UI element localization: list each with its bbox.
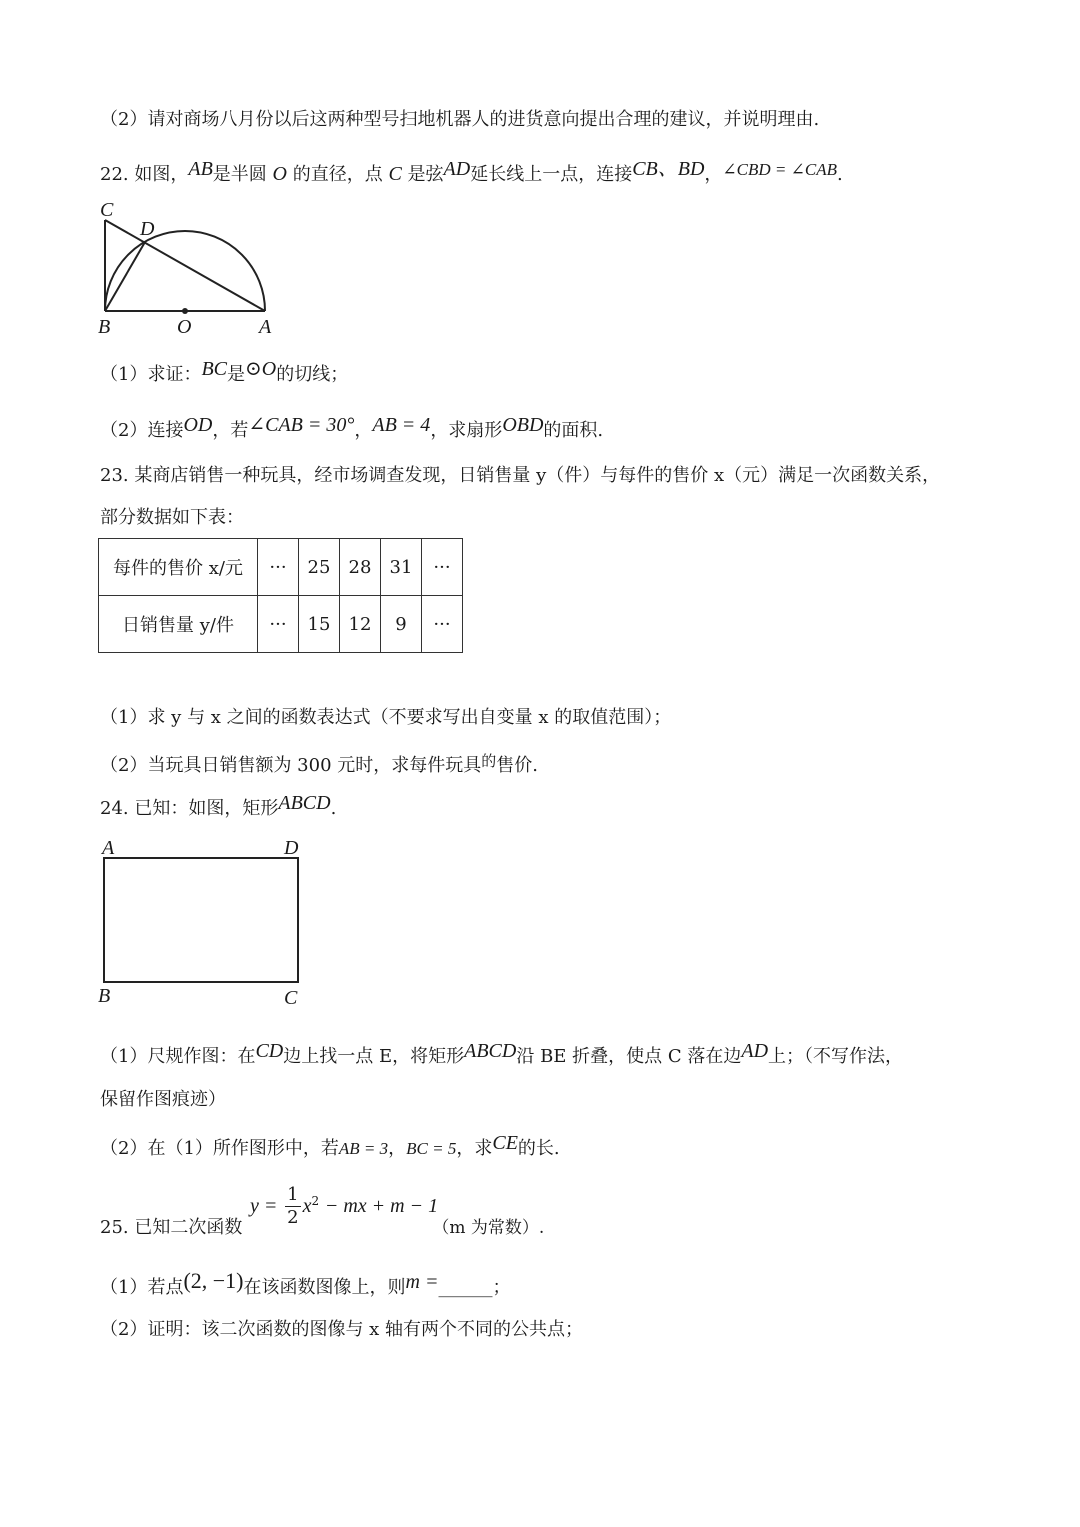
q24-part2-ce: CE bbox=[492, 1132, 518, 1154]
q23-part2-c: 售价. bbox=[496, 755, 539, 776]
q22-part2-obd: OBD bbox=[502, 414, 544, 436]
q24-part1-cd: CD bbox=[255, 1040, 284, 1062]
table-row-header: 日销售量 y/件 bbox=[99, 596, 258, 653]
table-cell: 31 bbox=[381, 539, 422, 596]
q22-stem bbox=[100, 160, 843, 189]
q22-label-a: A bbox=[259, 316, 272, 338]
q24-part1-t2: 边上找一点 E，将矩形 bbox=[283, 1046, 465, 1067]
q25-part1-t2: 在该函数图像上，则 bbox=[243, 1277, 406, 1298]
table-row bbox=[99, 539, 463, 596]
q25-part1-t1: （1）若点 bbox=[100, 1277, 184, 1298]
q22-part2 bbox=[100, 416, 603, 445]
table-cell: ··· bbox=[258, 596, 299, 653]
q25-frac-den: 2 bbox=[287, 1207, 299, 1228]
q25-sup: 2 bbox=[311, 1193, 320, 1208]
q24-prefix: 24. 已知：如图，矩形 bbox=[100, 798, 279, 819]
q22-part1 bbox=[100, 360, 348, 389]
q25-part1-t3: ； bbox=[492, 1277, 511, 1298]
q24-part1-ad: AD bbox=[741, 1040, 769, 1062]
q22-t6: . bbox=[837, 164, 843, 185]
q22-part2-od: OD bbox=[183, 414, 213, 436]
q24-part2-ab: AB = 3 bbox=[338, 1139, 389, 1158]
q25-suffix: （m 为常数）. bbox=[432, 1218, 545, 1238]
table-cell: ··· bbox=[258, 539, 299, 596]
q24-part1-line1 bbox=[100, 1042, 903, 1071]
q22-c: C bbox=[388, 163, 402, 185]
q23-part1: （1）求 y 与 x 之间的函数表达式（不要求写出自变量 x 的取值范围）； bbox=[100, 707, 672, 728]
q25-prefix: 25. 已知二次函数 bbox=[100, 1217, 243, 1238]
q22-label-b: B bbox=[98, 316, 111, 338]
q24-stem bbox=[100, 794, 336, 823]
q22-label-d: D bbox=[140, 218, 155, 240]
q22-t2: 的直径，点 bbox=[292, 164, 383, 185]
q22-prefix: 22. 如图， bbox=[100, 164, 189, 185]
q24-part1-line2: 保留作图痕迹） bbox=[100, 1089, 226, 1110]
q22-part2-angle: ∠CAB = 30° bbox=[248, 414, 355, 436]
q22-part1-circle: ⊙O bbox=[245, 358, 277, 380]
q25-y-eq: y = bbox=[250, 1194, 278, 1217]
q21-part2: （2）请对商场八月份以后这两种型号扫地机器人的进货意向提出合理的建议，并说明理由. bbox=[100, 109, 820, 130]
q24-part2-bc: BC = 5 bbox=[406, 1139, 457, 1158]
q23-part2 bbox=[100, 752, 538, 780]
q24-part1-abcd: ABCD bbox=[464, 1040, 517, 1062]
q25-frac-num: 1 bbox=[287, 1184, 299, 1205]
q24-part1-t1: （1）尺规作图：在 bbox=[100, 1046, 256, 1067]
q22-label-c: C bbox=[100, 199, 114, 221]
q23-stem-line2: 部分数据如下表： bbox=[100, 507, 244, 528]
q25-part1-point: (2, −1) bbox=[183, 1268, 244, 1293]
q25-rest: − mx + m − 1 bbox=[324, 1194, 439, 1217]
q24-dot: . bbox=[330, 798, 337, 819]
q22-part2-t4: 的面积. bbox=[543, 420, 604, 441]
q25-answer-blank: ______ bbox=[438, 1277, 493, 1298]
q24-abcd: ABCD bbox=[278, 792, 331, 814]
q22-part2-t2: ， bbox=[354, 420, 373, 441]
q25-part1-m: m = bbox=[405, 1271, 439, 1293]
q22-cb-bd: CB、BD bbox=[632, 158, 705, 180]
table-cell: 15 bbox=[299, 596, 340, 653]
table-row bbox=[99, 596, 463, 653]
q24-label-b: B bbox=[98, 985, 111, 1007]
q22-part1-suffix: 的切线； bbox=[276, 364, 349, 385]
q22-semicircle-figure bbox=[92, 196, 282, 340]
q24-part1-t4: 上；（不写作法， bbox=[768, 1046, 904, 1067]
q22-label-o: O bbox=[177, 316, 192, 338]
q22-part2-ab4: AB = 4 bbox=[372, 414, 431, 436]
q24-part2-t1: （2）在（1）所作图形中，若 bbox=[100, 1138, 339, 1159]
q23-part2-a: （2）当玩具日销售额为 300 元时，求每件玩具 bbox=[100, 755, 482, 776]
q24-label-d: D bbox=[284, 837, 299, 859]
q24-part1-t3: 沿 BE 折叠，使点 C 落在边 bbox=[516, 1046, 742, 1067]
q22-angle-eq: ∠CBD = ∠CAB bbox=[722, 160, 837, 179]
q24-part2-t4: 的长. bbox=[517, 1138, 560, 1159]
table-cell: 9 bbox=[381, 596, 422, 653]
q22-part1-bc: BC bbox=[201, 358, 228, 380]
q22-part2-t3: ，求扇形 bbox=[430, 420, 503, 441]
q22-ab: AB bbox=[188, 158, 213, 180]
table-cell: 25 bbox=[299, 539, 340, 596]
table-cell: ··· bbox=[422, 596, 463, 653]
q22-t5: ， bbox=[704, 164, 723, 185]
table-row-header: 每件的售价 x/元 bbox=[99, 539, 258, 596]
q25-x: x bbox=[302, 1194, 312, 1217]
table-cell: 28 bbox=[340, 539, 381, 596]
q25-part1 bbox=[100, 1268, 511, 1302]
q23-data-table bbox=[98, 538, 463, 653]
q24-part2-t2: ， bbox=[388, 1138, 407, 1159]
q22-part1-is: 是 bbox=[227, 364, 246, 385]
q24-rectangle-figure bbox=[96, 834, 316, 1012]
q22-t4: 延长线上一点，连接 bbox=[470, 164, 633, 185]
q22-part2-prefix: （2）连接 bbox=[100, 420, 184, 441]
q25-stem bbox=[100, 1214, 544, 1242]
q22-ad: AD bbox=[443, 158, 471, 180]
q23-part2-b: 的 bbox=[481, 752, 497, 770]
q24-part2-t3: ，求 bbox=[456, 1138, 493, 1159]
q24-label-a: A bbox=[102, 837, 115, 859]
q22-t3: 是弦 bbox=[407, 164, 444, 185]
q22-t1: 是半圆 bbox=[212, 164, 267, 185]
q22-part2-t1: ，若 bbox=[212, 420, 249, 441]
q22-part1-prefix: （1）求证： bbox=[100, 364, 202, 385]
q24-label-c: C bbox=[284, 987, 298, 1009]
q25-part2: （2）证明：该二次函数的图像与 x 轴有两个不同的公共点； bbox=[100, 1319, 584, 1340]
q24-part2 bbox=[100, 1134, 560, 1163]
q23-stem-line1: 23. 某商店销售一种玩具，经市场调查发现，日销售量 y（件）与每件的售价 x（元）满足一次函数关系， bbox=[100, 465, 941, 486]
q22-o: O bbox=[272, 163, 287, 185]
table-cell: ··· bbox=[422, 539, 463, 596]
table-cell: 12 bbox=[340, 596, 381, 653]
